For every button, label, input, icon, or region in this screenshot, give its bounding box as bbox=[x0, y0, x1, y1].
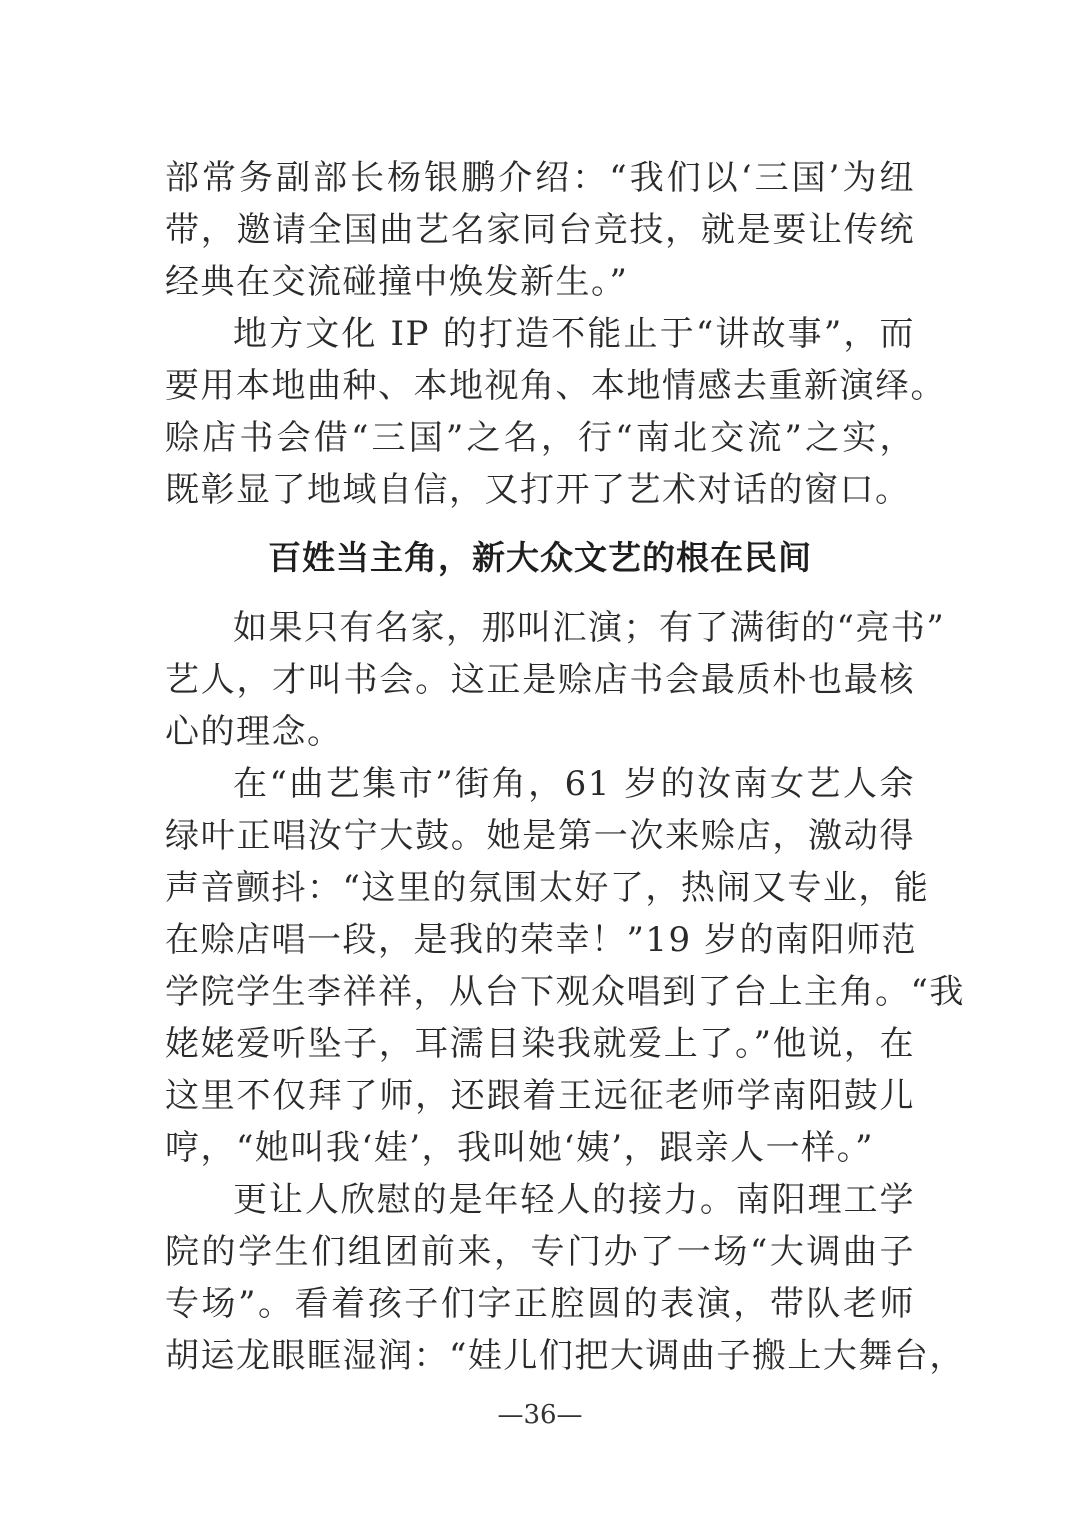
paragraph bbox=[165, 602, 946, 758]
text-line: 声音颤抖：“这里的氛围太好了，热闹又专业，能 bbox=[165, 868, 930, 908]
text-line: 部常务副部长杨银鹏介绍：“我们以‘三国’为纽 bbox=[165, 158, 915, 198]
text-line: 专场”。看着孩子们字正腔圆的表演，带队老师 bbox=[165, 1284, 915, 1324]
section-heading: 百姓当主角，新大众文艺的根在民间 bbox=[268, 538, 812, 577]
paragraph bbox=[165, 1174, 965, 1382]
paragraph bbox=[165, 308, 946, 516]
text-line: 艺人，才叫书会。这正是赊店书会最质朴也最核 bbox=[165, 660, 915, 700]
text-line: 地方文化 IP 的打造不能止于“讲故事”，而 bbox=[233, 314, 915, 354]
text-line: 经典在交流碰撞中焕发新生。” bbox=[165, 262, 629, 302]
paragraph bbox=[165, 152, 915, 308]
text-line: 哼，“她叫我‘娃’，我叫她‘姨’，跟亲人一样。” bbox=[165, 1128, 874, 1168]
text-line: 要用本地曲种、本地视角、本地情感去重新演绎。 bbox=[165, 366, 946, 406]
text-line: 胡运龙眼眶湿润：“娃儿们把大调曲子搬上大舞台， bbox=[165, 1336, 965, 1376]
paragraph bbox=[165, 758, 965, 1174]
text-line: 姥姥爱听坠子，耳濡目染我就爱上了。”他说，在 bbox=[165, 1024, 915, 1064]
text-line: 更让人欣慰的是年轻人的接力。南阳理工学 bbox=[233, 1180, 915, 1220]
text-line: 在“曲艺集市”街角，61 岁的汝南女艺人余 bbox=[233, 764, 915, 804]
text-line: 心的理念。 bbox=[165, 712, 343, 752]
text-line: 院的学生们组团前来，专门办了一场“大调曲子 bbox=[165, 1232, 915, 1272]
text-line: 学院学生李祥祥，从台下观众唱到了台上主角。“我 bbox=[165, 972, 965, 1012]
text-line: 绿叶正唱汝宁大鼓。她是第一次来赊店，激动得 bbox=[165, 816, 915, 856]
text-line: 这里不仅拜了师，还跟着王远征老师学南阳鼓儿 bbox=[165, 1076, 915, 1116]
text-line: 带，邀请全国曲艺名家同台竞技，就是要让传统 bbox=[165, 210, 915, 250]
text-line: 赊店书会借“三国”之名，行“南北交流”之实， bbox=[165, 418, 915, 458]
text-line: 既彰显了地域自信，又打开了艺术对话的窗口。 bbox=[165, 470, 911, 510]
text-line: 在赊店唱一段，是我的荣幸！”19 岁的南阳师范 bbox=[165, 920, 917, 960]
document-body bbox=[165, 152, 965, 1382]
page-number: —36— bbox=[497, 1400, 583, 1430]
text-line: 如果只有名家，那叫汇演；有了满街的“亮书” bbox=[233, 608, 946, 648]
